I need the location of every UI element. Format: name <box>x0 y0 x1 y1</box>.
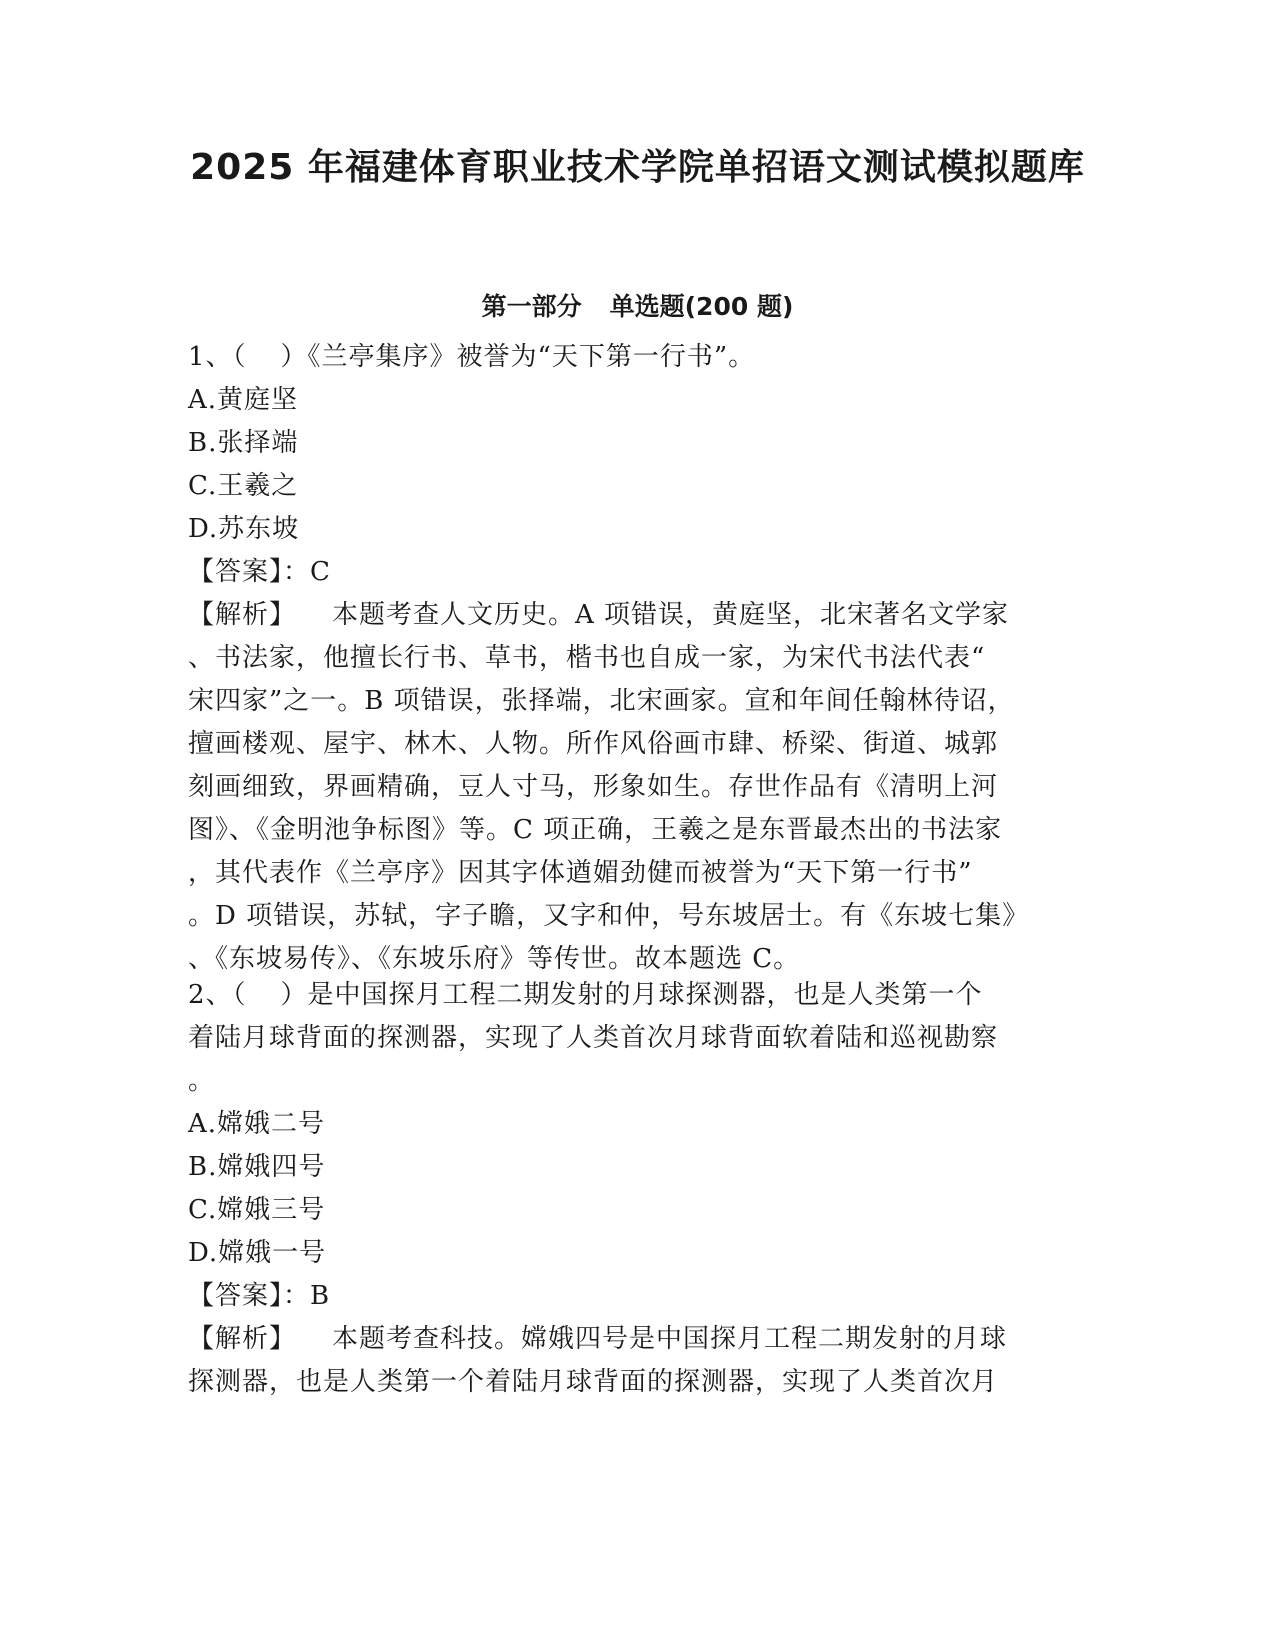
option-c: C.嫦娥三号 <box>188 1195 326 1225</box>
explanation-line: 图》、《金明池争标图》等。C 项正确，王羲之是东晋最杰出的书法家 <box>188 815 1003 845</box>
question-number: 2、（ <box>188 980 247 1010</box>
question-1 <box>188 336 1088 981</box>
option-b: B.嫦娥四号 <box>188 1152 326 1182</box>
explanation-text: 本题考查科技。嫦娥四号是中国探月工程二期发射的月球 <box>332 1324 1008 1354</box>
explanation-line: 宋四家”之一。B 项错误，张择端，北宋画家。宣和年间任翰林待诏， <box>188 686 1015 716</box>
question-number: 1、（ <box>188 342 247 372</box>
answer-value: B <box>310 1281 331 1311</box>
option-d: D.嫦娥一号 <box>188 1238 327 1268</box>
explanation-line: 、《东坡易传》、《东坡乐府》等传世。故本题选 C。 <box>188 944 801 974</box>
explanation-line: ，其代表作《兰亭序》因其字体遒媚劲健而被誉为“天下第一行书” <box>188 858 973 888</box>
explanation-line: 。D 项错误，苏轼，字子瞻，又字和仲，号东坡居士。有《东坡七集》 <box>188 901 1030 931</box>
explanation-line <box>188 1318 1088 1361</box>
answer-label: 【答案】： <box>188 1281 311 1311</box>
explanation-line: 刻画细致，界画精确，豆人寸马，形象如生。存世作品有《清明上河 <box>188 772 999 802</box>
document-title: 2025 年福建体育职业技术学院单招语文测试模拟题库 <box>190 147 1085 188</box>
explanation-text: 本题考查人文历史。A 项错误，黄庭坚，北宋著名文学家 <box>332 600 1010 630</box>
answer-label: 【答案】： <box>188 557 311 587</box>
explanation-label: 【解析】 <box>188 600 297 630</box>
question-stem <box>188 974 1088 1017</box>
explanation-line: 、书法家，他擅长行书、草书，楷书也自成一家，为宋代书法代表“ <box>188 643 986 673</box>
explanation-label: 【解析】 <box>188 1324 297 1354</box>
option-b: B.张择端 <box>188 428 299 458</box>
question-stem-line: 。 <box>188 1066 216 1096</box>
option-d: D.苏东坡 <box>188 514 300 544</box>
option-a: A.嫦娥二号 <box>188 1109 326 1139</box>
section-name: 单选题(200 题) <box>609 292 794 321</box>
section-part: 第一部分 <box>481 292 582 321</box>
option-a: A.黄庭坚 <box>188 385 299 415</box>
answer-line <box>188 1275 1088 1318</box>
question-2 <box>188 974 1088 1404</box>
answer-value: C <box>310 557 331 587</box>
question-stem-text: ）《兰亭集序》被誉为“天下第一行书”。 <box>280 342 756 372</box>
question-stem-line: 着陆月球背面的探测器，实现了人类首次月球背面软着陆和巡视勘察 <box>188 1023 999 1053</box>
answer-line <box>188 551 1088 594</box>
question-stem <box>188 336 1088 379</box>
option-c: C.王羲之 <box>188 471 299 501</box>
section-heading <box>0 290 1275 324</box>
question-stem-text: ）是中国探月工程二期发射的月球探测器，也是人类第一个 <box>280 980 983 1010</box>
explanation-line: 探测器，也是人类第一个着陆月球背面的探测器，实现了人类首次月 <box>188 1367 999 1397</box>
explanation-line <box>188 594 1088 637</box>
explanation-line: 擅画楼观、屋宇、林木、人物。所作风俗画市肆、桥梁、街道、城郭 <box>188 729 999 759</box>
